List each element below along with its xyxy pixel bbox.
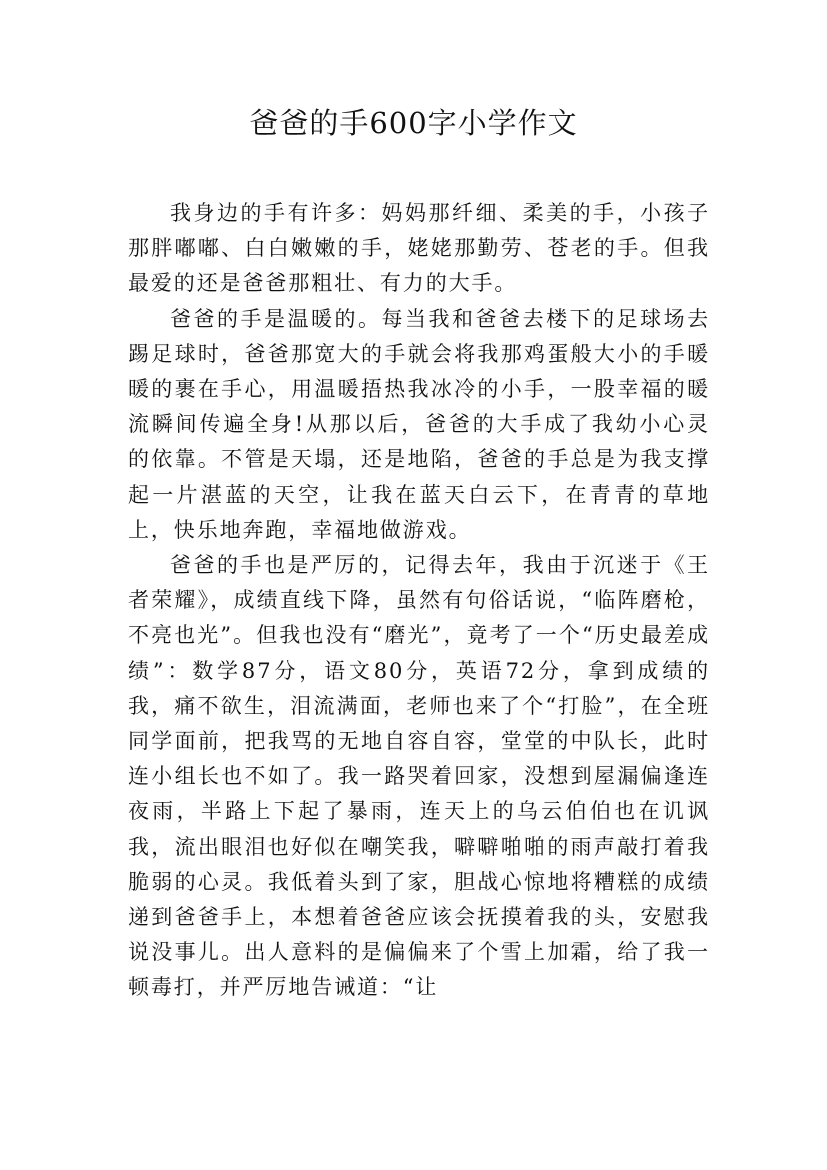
paragraph-2: 爸爸的手是温暖的。每当我和爸爸去楼下的足球场去踢足球时，爸爸那宽大的手就会将我那鸡蛋般大小的手暖暖的裹在手心，用温暖捂热我冰冷的小手，一股幸福的暖流瞬间传遍全身!从那以后，爸爸的大手成了我幼小心灵的依靠。不管是天塌，还是地陷，爸爸的手总是为我支撑起一片湛蓝的天空，让我在蓝天白云下，在青青的草地上，快乐地奔跑，幸福地做游戏。 [128, 306, 710, 542]
paragraph-1: 我身边的手有许多：妈妈那纤细、柔美的手，小孩子那胖嘟嘟、白白嫩嫩的手，姥姥那勤劳、苍老的手。但我最爱的还是爸爸那粗壮、有力的大手。 [128, 201, 710, 296]
paragraph-3: 爸爸的手也是严厉的，记得去年，我由于沉迷于《王者荣耀》，成绩直线下降，虽然有句俗话说，“临阵磨枪，不亮也光”。但我也没有“磨光”，竟考了一个“历史最差成绩”：数学87分，语文80分，英语72分，拿到成绩的我，痛不欲生，泪流满面，老师也来了个“打脸”，在全班同学面前，把我骂的无地自容自容，堂堂的中队长，此时连小组长也不如了。我一路哭着回家，没想到屋漏偏逢连夜雨，半路上下起了暴雨，连天上的乌云伯伯也在讥讽我，流出眼泪也好似在嘲笑我，噼噼啪啪的雨声敲打着我脆弱的心灵。我低着头到了家，胆战心惊地将糟糕的成绩递到爸爸手上，本想着爸爸应该会抚摸着我的头，安慰我说没事儿。出人意料的是偏偏来了个雪上加霜，给了我一顿毒打，并严厉地告诫道：“让 [128, 553, 710, 1000]
document-body [128, 196, 710, 1006]
document-title: 爸爸的手600字小学作文 [249, 106, 578, 140]
